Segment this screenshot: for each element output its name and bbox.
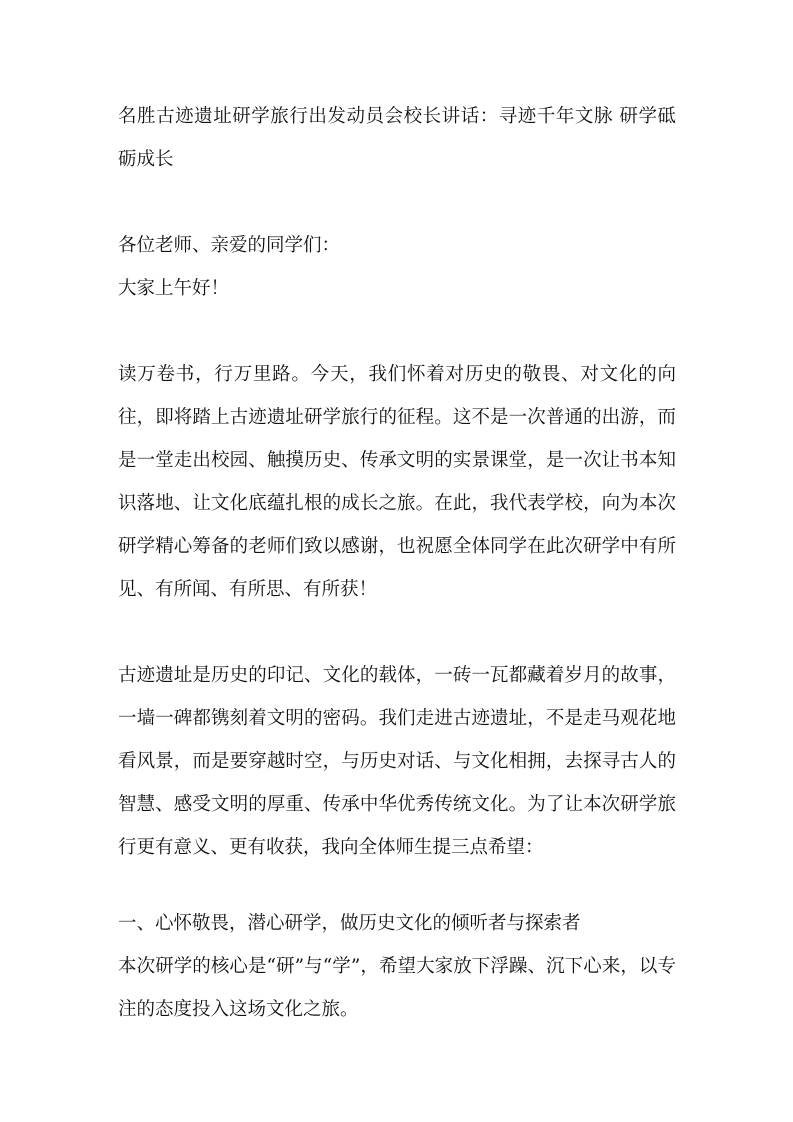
spacer xyxy=(118,611,676,654)
section-heading: 一、心怀敬畏，潜心研学，做历史文化的倾听者与探索者 xyxy=(118,913,581,934)
spacer xyxy=(118,310,676,353)
greeting: 大家上午好！ xyxy=(118,278,230,299)
salutation: 各位老师、亲爱的同学们： xyxy=(118,235,341,256)
spacer xyxy=(118,181,676,224)
document-body xyxy=(118,95,676,1031)
paragraph: 读万卷书，行万里路。今天，我们怀着对历史的敬畏、对文化的向往，即将踏上古迹遗址研学旅行的征程。这不是一次普通的出游，而是一堂走出校园、触摸历史、传承文明的实景课堂，是一次让书本知识落地、让文化底蕴扎根的成长之旅。在此，我代表学校，向为本次研学精心筹备的老师们致以感谢，也祝愿全体同学在此次研学中有所见、有所闻、有所思、有所获！ xyxy=(118,364,676,600)
paragraph: 古迹遗址是历史的印记、文化的载体，一砖一瓦都藏着岁月的故事，一墙一碑都镌刻着文明的密码。我们走进古迹遗址，不是走马观花地看风景，而是要穿越时空，与历史对话、与文化相拥，去探寻古人的智慧、感受文明的厚重、传承中华优秀传统文化。为了让本次研学旅行更有意义、更有收获，我向全体师生提三点希望： xyxy=(118,665,676,858)
spacer xyxy=(118,869,676,902)
document-title: 名胜古迹遗址研学旅行出发动员会校长讲话：寻迹千年文脉 研学砥砺成长 xyxy=(118,106,676,170)
paragraph: 本次研学的核心是“研”与“学”，希望大家放下浮躁、沉下心来，以专注的态度投入这场文化之旅。 xyxy=(118,956,676,1020)
